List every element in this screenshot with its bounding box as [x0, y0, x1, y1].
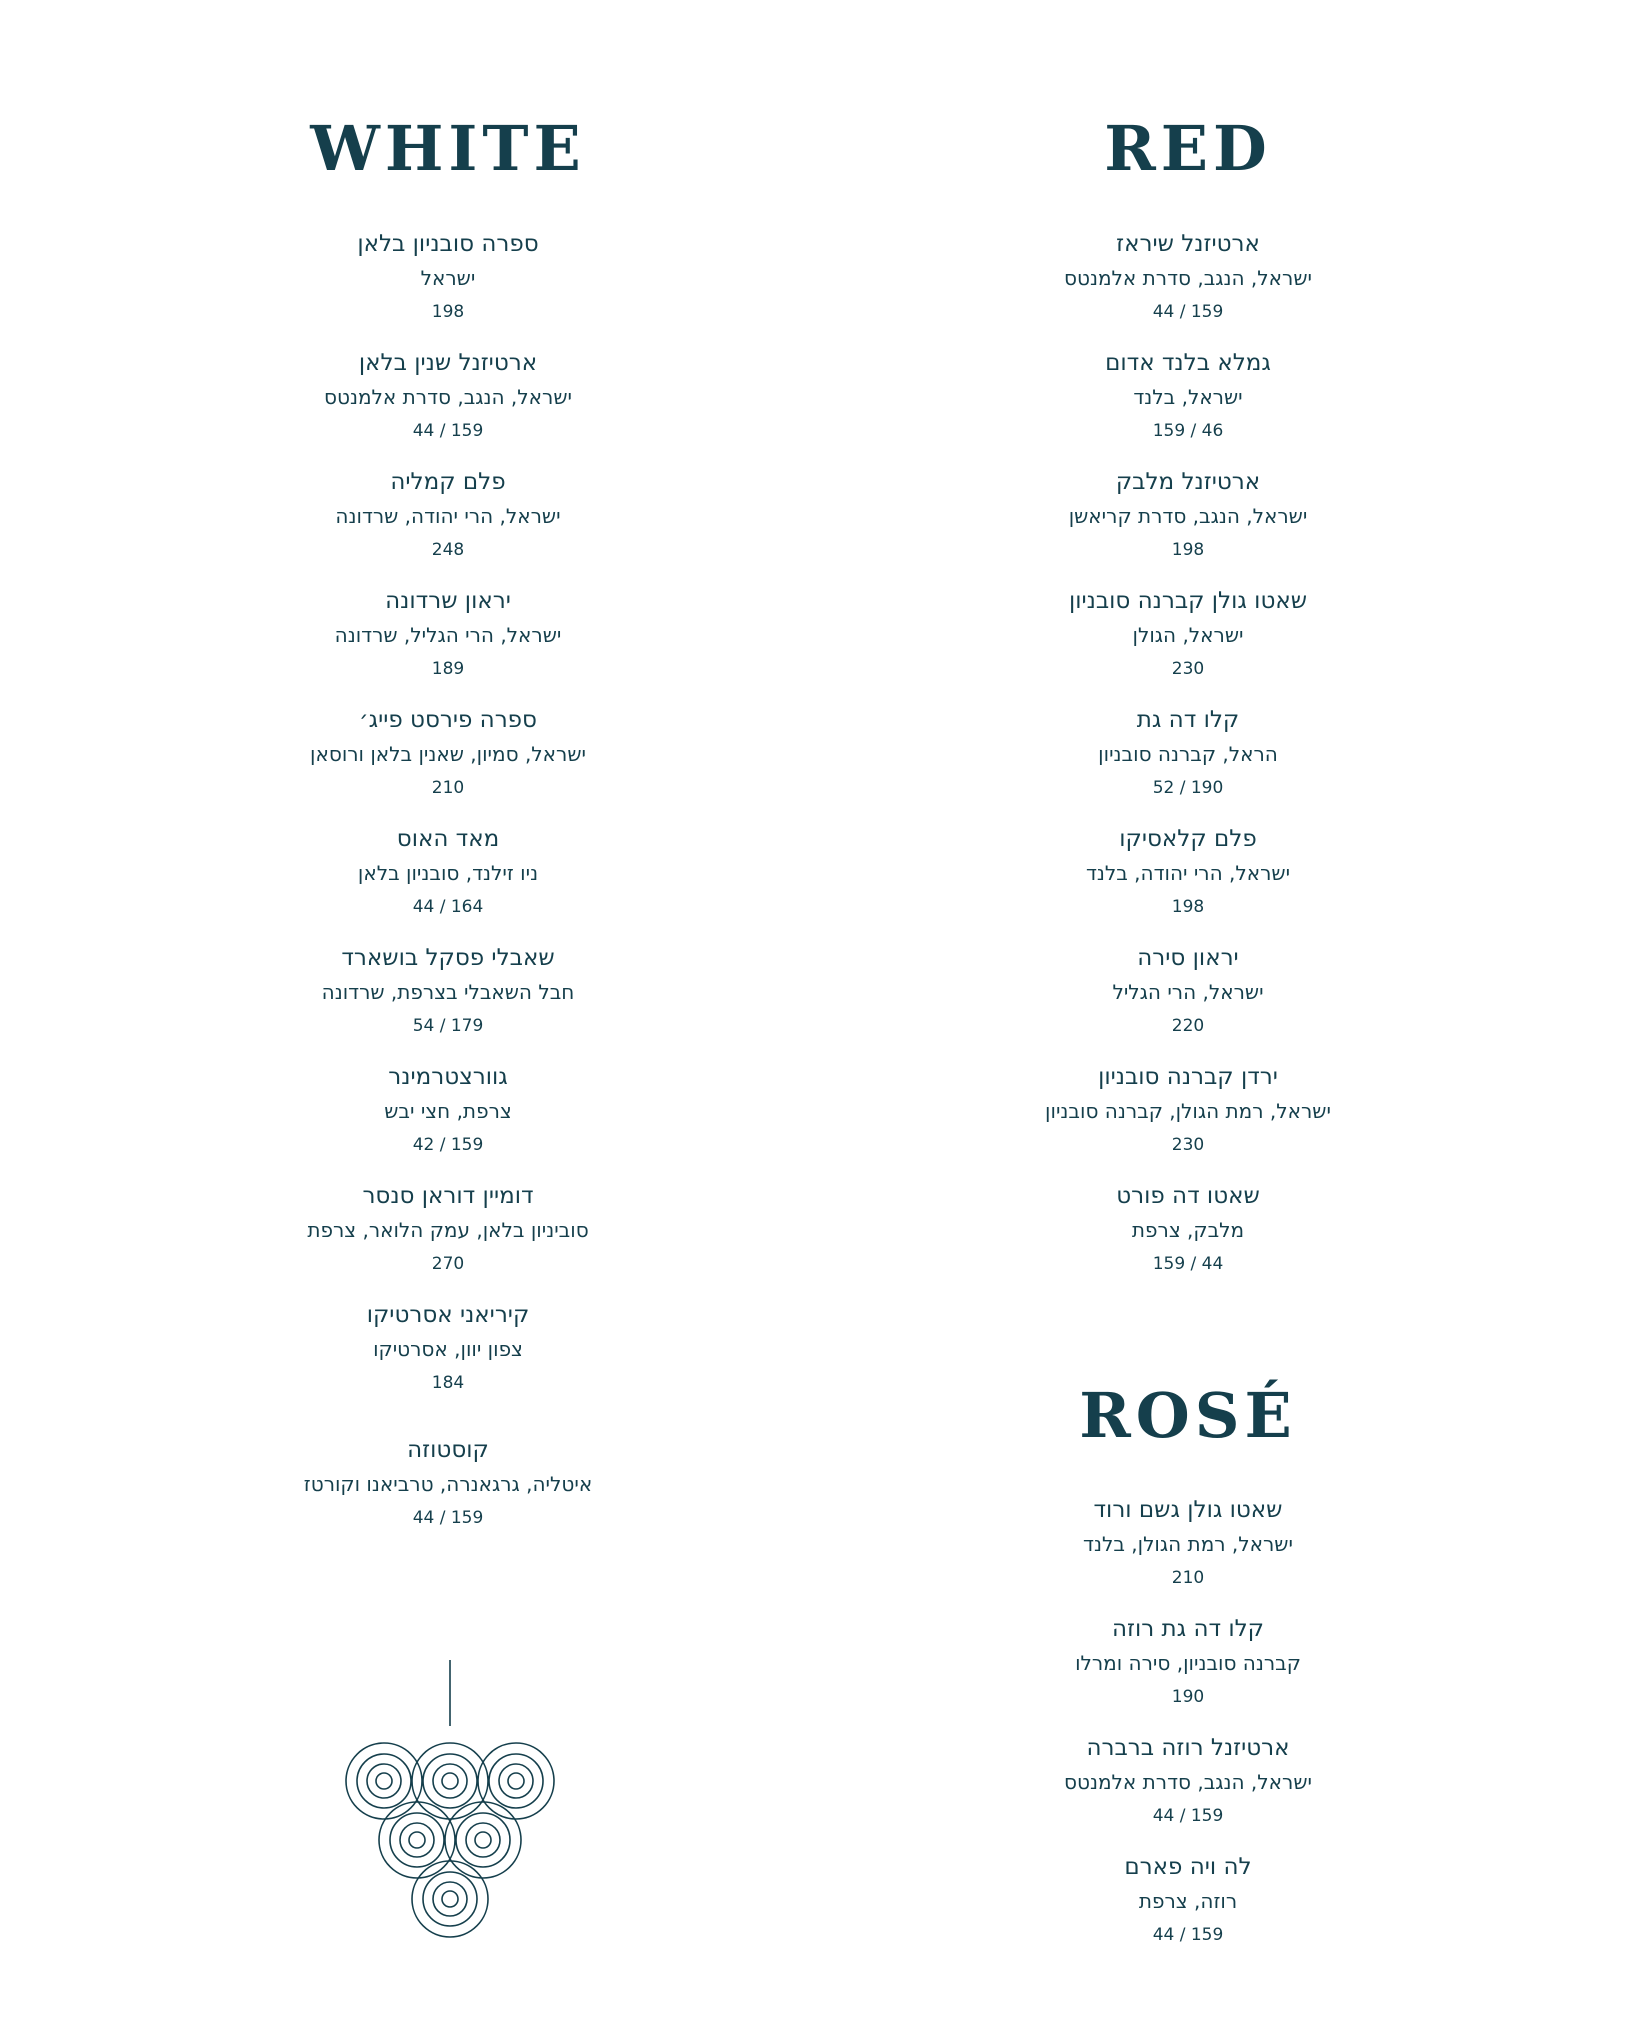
wine-origin: ישראל, הנגב, סדרת אלמנטס — [324, 385, 572, 409]
red-wine-item — [888, 941, 1488, 1043]
wine-origin: צרפת, חצי יבש — [384, 1099, 512, 1123]
wine-name: דומיין דוראן סנסר — [362, 1183, 534, 1209]
wine-origin: ישראל, הנגב, סדרת אלמנטס — [1064, 1770, 1312, 1794]
wine-price: 189 — [431, 659, 465, 679]
wine-price: 54 / 179 — [412, 1016, 484, 1036]
white-wine-item — [148, 941, 748, 1043]
white-wine-item — [148, 584, 748, 686]
white-section-title: WHITE — [310, 112, 586, 185]
wine-name: ספרה פירסט פייג׳ — [359, 707, 537, 733]
wine-origin: ישראל, הרי הגליל, שרדונה — [334, 623, 562, 647]
wine-origin: ישראל, בלנד — [1133, 385, 1243, 409]
wine-name: יראון שרדונה — [385, 588, 511, 614]
wine-price: 248 — [431, 540, 465, 560]
rose-wine-item — [888, 1731, 1488, 1833]
red-wine-item — [888, 227, 1488, 329]
wine-name: קלו דה גת — [1136, 707, 1240, 733]
wine-price: 44 / 164 — [412, 897, 484, 917]
wine-name: גמלא בלנד אדום — [1105, 350, 1271, 376]
wine-origin: קברנה סובניון, סירה ומרלו — [1075, 1651, 1301, 1675]
wine-price: 198 — [1171, 540, 1205, 560]
wine-origin: ישראל, הגולן — [1132, 623, 1244, 647]
wine-origin: ישראל, רמת הגולן, בלנד — [1083, 1532, 1293, 1556]
rose-wine-item — [888, 1850, 1488, 1952]
wine-name: ארטיזנל שיראז — [1116, 231, 1260, 257]
wine-name: קיריאני אסרטיקו — [366, 1302, 530, 1328]
wine-price: 44 / 159 — [1152, 302, 1224, 322]
wine-name: קוסטוזה — [407, 1437, 489, 1463]
wine-name: ארטיזנל מלבק — [1115, 469, 1261, 495]
wine-price: 184 — [431, 1373, 465, 1393]
wine-name: שאטו גולן קברנה סובניון — [1068, 588, 1308, 614]
wine-origin: מלבק, צרפת — [1131, 1218, 1245, 1242]
wine-origin: ישראל, רמת הגולן, קברנה סובניון — [1045, 1099, 1331, 1123]
wine-price: 44 / 159 — [412, 421, 484, 441]
wine-price: 198 — [431, 302, 465, 322]
wine-origin: ישראל, הנגב, סדרת אלמנטס — [1064, 266, 1312, 290]
wine-origin: הראל, קברנה סובניון — [1098, 742, 1278, 766]
white-wine-item — [148, 465, 748, 567]
rose-section-title: ROSÉ — [1079, 1379, 1297, 1452]
wine-origin: רוזה, צרפת — [1138, 1889, 1238, 1913]
white-wine-item — [148, 703, 748, 805]
wine-name: ספרה סובניון בלאן — [357, 231, 539, 257]
rose-wine-item — [888, 1612, 1488, 1714]
wine-origin: ישראל, סמיון, שאנין בלאן ורוסאן — [310, 742, 586, 766]
wine-name: שאטו דה פורט — [1116, 1183, 1260, 1209]
grape-cluster-icon — [330, 1660, 570, 1964]
wine-origin: ישראל, הרי יהודה, בלנד — [1085, 861, 1291, 885]
wine-price: 44 / 159 — [1152, 1925, 1224, 1945]
wine-origin: ישראל, הרי יהודה, שרדונה — [335, 504, 561, 528]
red-wine-item — [888, 822, 1488, 924]
wine-name: ירדן קברנה סובניון — [1098, 1064, 1278, 1090]
wine-name: יראון סירה — [1137, 945, 1239, 971]
wine-price: 220 — [1171, 1016, 1205, 1036]
red-wine-item — [888, 1060, 1488, 1162]
wine-name: פלם קמליה — [390, 469, 506, 495]
red-section-title: RED — [1104, 112, 1272, 185]
rose-wine-item — [888, 1493, 1488, 1595]
wine-price: 159 / 44 — [1152, 1254, 1224, 1274]
wine-price: 159 / 46 — [1152, 421, 1224, 441]
wine-name: פלם קלאסיקו — [1119, 826, 1257, 852]
wine-price: 230 — [1171, 1135, 1205, 1155]
wine-price: 190 — [1171, 1687, 1205, 1707]
red-wine-item — [888, 1179, 1488, 1281]
wine-name: גוורצטרמינר — [388, 1064, 508, 1090]
wine-origin: ניו זילנד, סובניון בלאן — [357, 861, 539, 885]
wine-price: 270 — [431, 1254, 465, 1274]
white-wine-item — [148, 1179, 748, 1281]
wine-name: ארטיזנל רוזה ברברה — [1086, 1735, 1290, 1761]
white-wine-item — [148, 1298, 748, 1400]
wine-origin: סוביניון בלאן, עמק הלואר, צרפת — [307, 1218, 589, 1242]
white-wine-item — [148, 1433, 748, 1535]
wine-price: 42 / 159 — [412, 1135, 484, 1155]
wine-origin: צפון יוון, אסרטיקו — [373, 1337, 523, 1361]
white-wine-item — [148, 822, 748, 924]
wine-origin: ישראל — [420, 266, 476, 290]
red-wine-item — [888, 346, 1488, 448]
wine-price: 210 — [431, 778, 465, 798]
red-wine-item — [888, 584, 1488, 686]
wine-price: 210 — [1171, 1568, 1205, 1588]
wine-price: 44 / 159 — [1152, 1806, 1224, 1826]
wine-name: קלו דה גת רוזה — [1111, 1616, 1264, 1642]
white-wine-item — [148, 1060, 748, 1162]
wine-origin: ישראל, הנגב, סדרת קריאשן — [1068, 504, 1308, 528]
wine-origin: חבל השאבלי בצרפת, שרדונה — [321, 980, 575, 1004]
wine-name: ארטיזנל שנין בלאן — [358, 350, 538, 376]
wine-origin: ישראל, הרי הגליל — [1112, 980, 1264, 1004]
wine-price: 198 — [1171, 897, 1205, 917]
wine-name: מאד האוס — [396, 826, 500, 852]
wine-name: שאטו גולן גשם ורוד — [1093, 1497, 1283, 1523]
white-wine-item — [148, 227, 748, 329]
wine-price: 52 / 190 — [1152, 778, 1224, 798]
wine-name: לה ויה פארם — [1124, 1854, 1252, 1880]
white-wine-item — [148, 346, 748, 448]
wine-price: 230 — [1171, 659, 1205, 679]
wine-origin: איטליה, גרגאנרה, טרביאנו וקורטז — [303, 1472, 593, 1496]
wine-name: שאבלי פסקל בושארד — [341, 945, 555, 971]
red-wine-item — [888, 465, 1488, 567]
wine-price: 44 / 159 — [412, 1508, 484, 1528]
red-wine-item — [888, 703, 1488, 805]
